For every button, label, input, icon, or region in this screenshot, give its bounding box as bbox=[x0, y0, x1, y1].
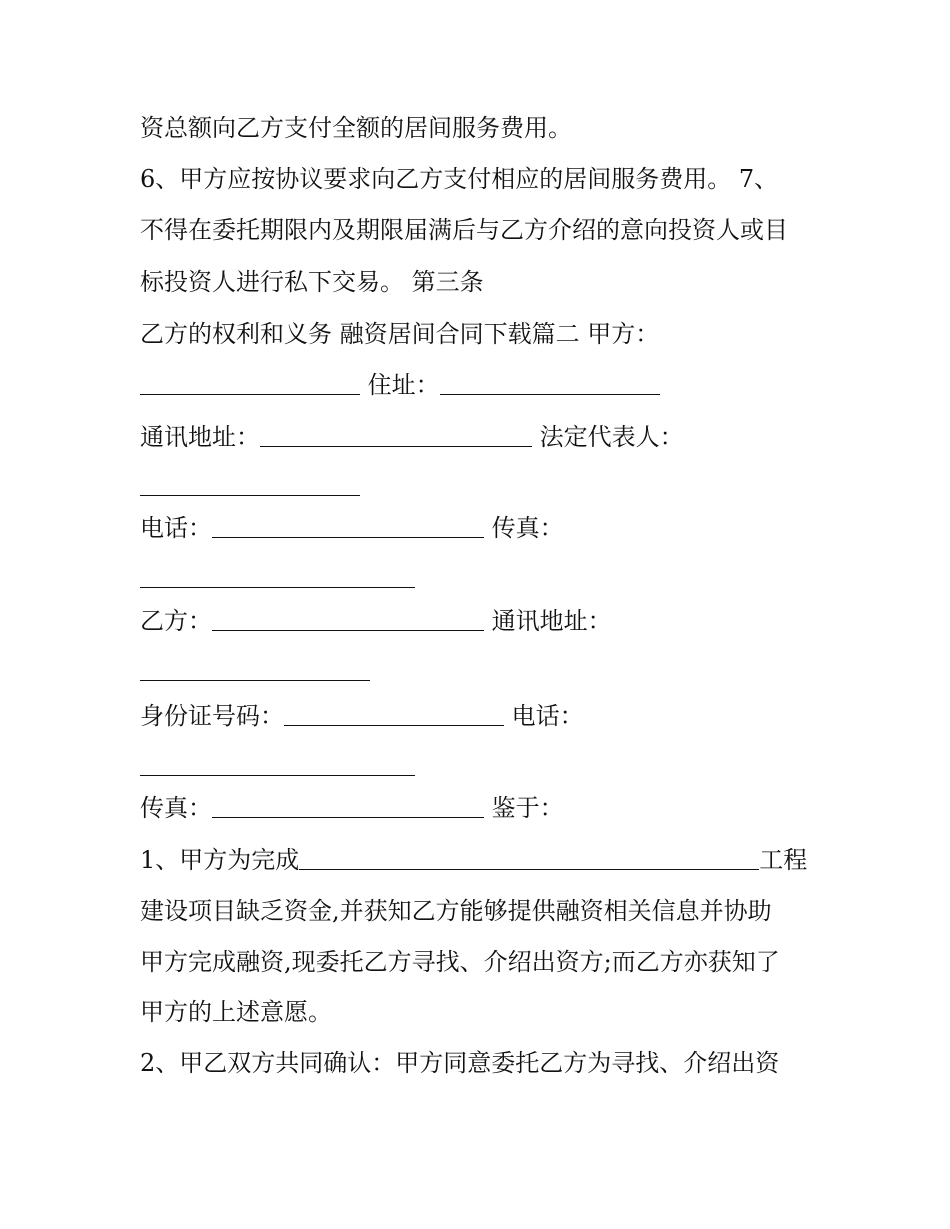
fill-blank-address[interactable] bbox=[440, 372, 660, 395]
form-line-phone-fax bbox=[140, 512, 564, 544]
form-line-id-phone bbox=[140, 700, 584, 732]
text-line bbox=[140, 996, 332, 1028]
fax-label: 传真： bbox=[491, 514, 564, 542]
line-text: 甲方完成融资,现委托乙方寻找、介绍出资方;而乙方亦获知了 bbox=[140, 948, 780, 976]
line-text: 乙方的权利和义务 融资居间合同下载篇二 甲方： bbox=[140, 320, 660, 348]
text-line bbox=[140, 318, 659, 350]
clause-1-project-suffix: 工程 bbox=[759, 846, 808, 874]
form-line-contact-address bbox=[140, 421, 684, 453]
address-label: 住址： bbox=[367, 371, 440, 399]
form-line-project bbox=[140, 844, 807, 876]
legal-rep-label: 法定代表人： bbox=[539, 423, 684, 451]
fill-blank-id-number[interactable] bbox=[284, 703, 504, 726]
form-line-party-b bbox=[140, 605, 612, 637]
form-line-blank bbox=[140, 655, 370, 687]
line-text: 2、甲乙双方共同确认：甲方同意委托乙方为寻找、介绍出资 bbox=[140, 1049, 780, 1077]
clause-1-start: 1、甲方为完成 bbox=[140, 846, 300, 874]
fill-blank-fax[interactable] bbox=[140, 565, 415, 588]
form-line-blank bbox=[140, 562, 415, 594]
whereas-label: 鉴于： bbox=[491, 794, 564, 822]
line-text: 标投资人进行私下交易。 第三条 bbox=[140, 268, 484, 296]
fill-blank-project-name[interactable] bbox=[299, 847, 759, 870]
phone-label: 电话： bbox=[511, 702, 584, 730]
fill-blank-phone[interactable] bbox=[212, 515, 484, 538]
fill-blank-party-b-phone[interactable] bbox=[140, 753, 415, 776]
fill-blank-party-b-address[interactable] bbox=[140, 658, 370, 681]
text-line bbox=[140, 946, 780, 978]
party-b-label: 乙方： bbox=[140, 607, 212, 635]
fill-blank-party-a-name[interactable] bbox=[140, 372, 360, 395]
form-line-fax-whereas bbox=[140, 792, 564, 824]
party-b-address-label: 通讯地址： bbox=[491, 607, 612, 635]
line-text: 资总额向乙方支付全额的居间服务费用。 bbox=[140, 114, 572, 142]
text-line bbox=[140, 112, 572, 144]
form-line-blank bbox=[140, 470, 360, 502]
fill-blank-contact-address[interactable] bbox=[260, 424, 532, 447]
contact-address-label: 通讯地址： bbox=[140, 423, 260, 451]
text-line bbox=[140, 895, 772, 927]
form-line-blank bbox=[140, 750, 415, 782]
text-line bbox=[140, 266, 484, 298]
fill-blank-party-b-fax[interactable] bbox=[212, 795, 484, 818]
phone-label: 电话： bbox=[140, 514, 212, 542]
line-text: 不得在委托期限内及期限届满后与乙方介绍的意向投资人或目 bbox=[140, 216, 788, 244]
id-number-label: 身份证号码： bbox=[140, 702, 284, 730]
fax-label: 传真： bbox=[140, 794, 212, 822]
text-line bbox=[140, 214, 788, 246]
line-text: 甲方的上述意愿。 bbox=[140, 998, 332, 1026]
fill-blank-party-b[interactable] bbox=[212, 608, 484, 631]
line-text: 建设项目缺乏资金,并获知乙方能够提供融资相关信息并协助 bbox=[140, 897, 772, 925]
line-text: 6、甲方应按协议要求向乙方支付相应的居间服务费用。 7、 bbox=[140, 165, 779, 193]
fill-blank-legal-rep[interactable] bbox=[140, 473, 360, 496]
text-line bbox=[140, 163, 778, 195]
form-line-party-a-address bbox=[140, 369, 660, 401]
text-line bbox=[140, 1047, 779, 1079]
